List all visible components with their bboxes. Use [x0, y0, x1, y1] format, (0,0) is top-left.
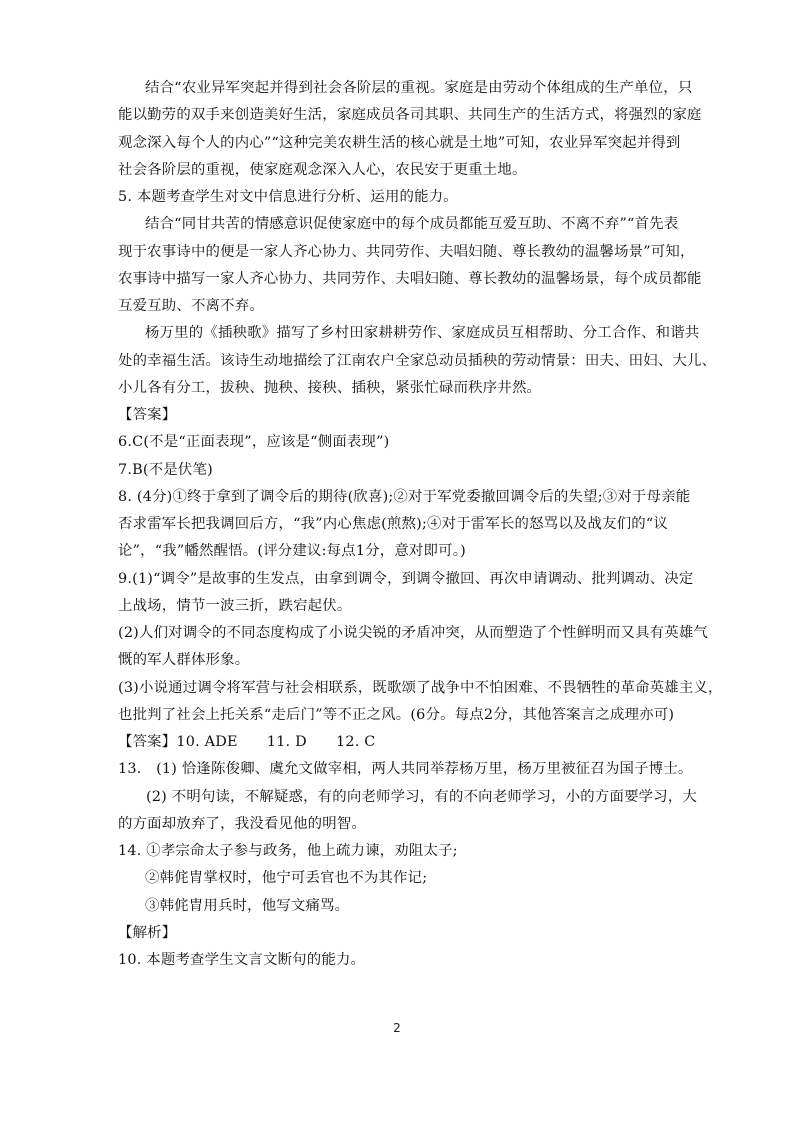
question-5-heading: 5. 本题考查学生对文中信息进行分析、运用的能力。	[118, 189, 458, 205]
paragraph-line: 结合“同甘共苦的情感意识促使家庭中的每个成员都能互爱互助、不离不弃”“首先表	[145, 216, 679, 232]
answer-10-12: 【答案】10. ADE 11. D 12. C	[118, 734, 376, 750]
paragraph-line: 农事诗中描写一家人齐心协力、共同劳作、夫唱妇随、尊长教幼的温馨场景，每个成员都能	[118, 271, 702, 287]
answer-13-line: 的方面却放弃了，我没看见他的明智。	[118, 816, 367, 832]
answer-14-line: ②韩侂胄掌权时，他宁可丢官也不为其作记;	[145, 870, 428, 886]
answer-9-line: 也批判了社会上托关系“走后门”等不正之风。(6分。每点2分，其他答案言之成理亦可)	[118, 707, 675, 723]
paragraph-line: 杨万里的《插秧歌》描写了乡村田家耕耕劳作、家庭成员互相帮助、分工合作、和谐共	[145, 325, 700, 341]
answer-9-line: (3)小说通过调令将军营与社会相联系，既歌颂了战争中不怕困难、不畏牺牲的革命英雄主义，	[118, 680, 723, 696]
paragraph-line: 处的幸福生活。该诗生动地描绘了江南农户全家总动员插秧的劳动情景：田夫、田妇、大儿、	[118, 353, 717, 369]
analysis-heading: 【解析】	[118, 925, 177, 941]
answer-7: 7.B(不是伏笔)	[118, 462, 213, 478]
answer-8-line: 8. (4分)①终于拿到了调令后的期待(欣喜);②对于军党委撤回调令后的失望;③对于母亲能	[118, 489, 691, 505]
paragraph-line: 互爱互助、不离不弃。	[118, 298, 264, 314]
page-number: 2	[393, 1021, 401, 1035]
answer-9-line: 9.(1)“调令”是故事的生发点，由拿到调令，到调令撤回、再次申请调动、批判调动、决定	[118, 571, 694, 587]
answer-13-line: 13. (1) 恰逢陈俊卿、虞允文做宰相，两人共同举荐杨万里，杨万里被征召为国子博士。	[118, 761, 693, 777]
answer-6: 6.C(不是“正面表现”，应该是“侧面表现”)	[118, 434, 390, 450]
answer-8-line: 否求雷军长把我调回后方，“我”内心焦虑(煎熬);④对于雷军长的怒骂以及战友们的“议	[118, 516, 669, 532]
analysis-10: 10. 本题考查学生文言文断句的能力。	[118, 952, 366, 968]
answer-8-line: 论”，“我”幡然醒悟。(评分建议:每点1分，意对即可。)	[118, 543, 466, 559]
paragraph-line: 小儿各有分工，拔秧、抛秧、接秧、插秧，紧张忙碌而秩序井然。	[118, 380, 542, 396]
paragraph-line: 观念深入每个人的内心”“这种完美农耕生活的核心就是土地”可知，农业异军突起并得到	[118, 135, 681, 151]
paragraph-line: 社会各阶层的重视，使家庭观念深入人心，农民安于更重土地。	[118, 162, 527, 178]
paragraph-line: 现于农事诗中的便是一家人齐心协力、共同劳作、夫唱妇随、尊长教幼的温馨场景”可知，	[118, 244, 695, 260]
answer-14-line: ③韩侂胄用兵时，他写文痛骂。	[145, 898, 350, 914]
answer-14-line: 14. ①孝宗命太子参与政务，他上疏力谏，劝阻太子;	[118, 843, 458, 859]
answer-9-line: (2)人们对调令的不同态度构成了小说尖锐的矛盾冲突，从而塑造了个性鲜明而又具有英雄气	[118, 625, 709, 641]
answer-13-line: (2) 不明句读，不解疑惑，有的向老师学习，有的不向老师学习，小的方面要学习，大	[146, 789, 698, 805]
answer-9-line: 上战场，情节一波三折，跌宕起伏。	[118, 598, 352, 614]
answer-heading: 【答案】	[118, 407, 177, 423]
answer-9-line: 慨的军人群体形象。	[118, 652, 250, 668]
paragraph-line: 能以勤劳的双手来创造美好生活，家庭成员各司其职、共同生产的生活方式，将强烈的家庭	[118, 107, 702, 123]
paragraph-line: 结合“农业异军突起并得到社会各阶层的重视。家庭是由劳动个体组成的生产单位，只	[145, 80, 693, 96]
